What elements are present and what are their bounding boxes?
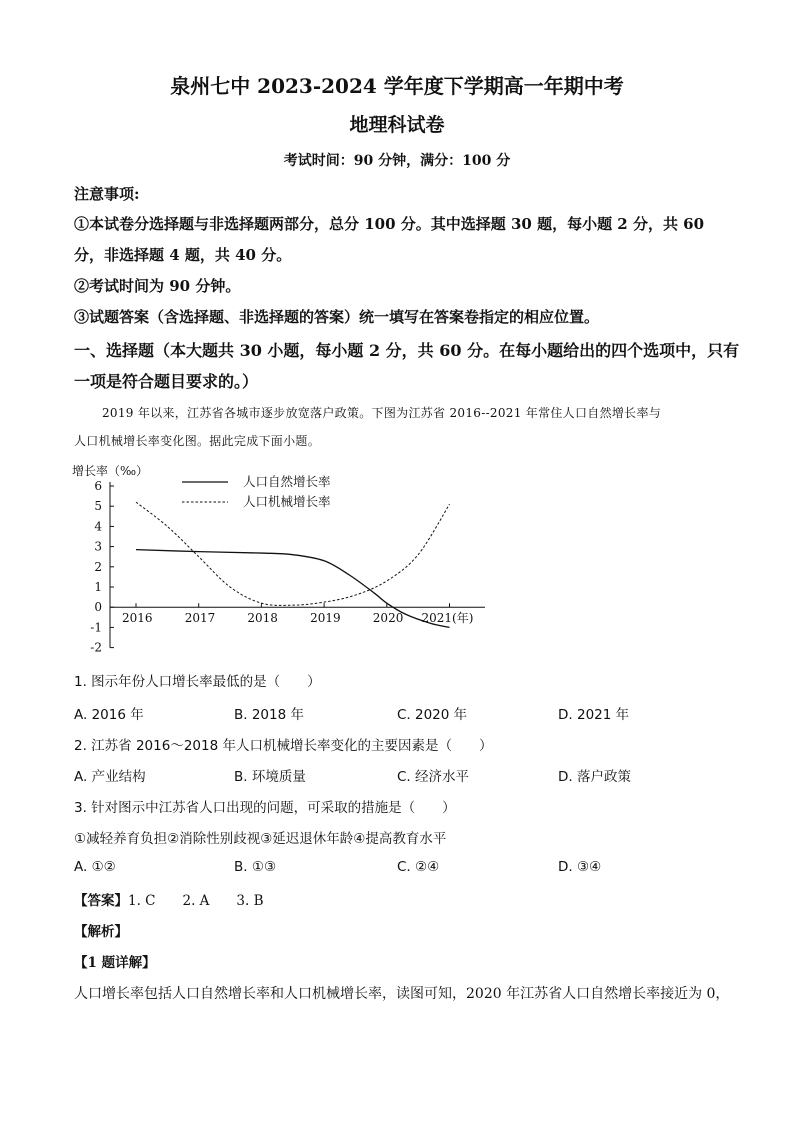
question-2-option-b[interactable]: B. 环境质量 xyxy=(234,769,306,785)
y-tick-label: 6 xyxy=(94,479,102,493)
question-1-option-c[interactable]: C. 2020 年 xyxy=(397,707,468,723)
notes-item-1: ①本试卷分选择题与非选择题两部分，总分 100 分。其中选择题 30 题，每小题 2 分，共 60 xyxy=(74,215,705,233)
y-tick-label: 2 xyxy=(94,559,102,574)
series-line-migration xyxy=(136,502,450,605)
question-3-option-b[interactable]: B. ①③ xyxy=(234,859,277,875)
y-tick-label: 5 xyxy=(94,499,102,514)
section-heading: 一、选择题（本大题共 30 小题，每小题 2 分，共 60 分。在每小题给出的四个选项中，只有 xyxy=(74,341,740,360)
y-tick-label: -1 xyxy=(90,620,102,635)
x-tick-label: 2021(年) xyxy=(421,611,474,626)
y-tick-label: 4 xyxy=(94,519,102,534)
x-tick-label: 2016 xyxy=(122,611,153,626)
question-2-option-d[interactable]: D. 落户政策 xyxy=(558,769,631,785)
question-2-option-c[interactable]: C. 经济水平 xyxy=(397,769,470,785)
question-1-option-a[interactable]: A. 2016 年 xyxy=(74,707,144,723)
legend-label: 人口自然增长率 xyxy=(243,474,331,489)
question-1-stem: 1. 图示年份人口增长率最低的是（ ） xyxy=(74,674,321,690)
y-tick-label: 0 xyxy=(94,600,102,615)
answer-block xyxy=(74,889,264,909)
legend-label: 人口机械增长率 xyxy=(243,494,331,509)
question-3-statements: ①减轻养育负担②消除性别歧视③延迟退休年龄④提高教育水平 xyxy=(74,831,447,847)
notes-item-3: ③试题答案（含选择题、非选择题的答案）统一填写在答案卷指定的相应位置。 xyxy=(74,308,600,326)
question-3-stem: 3. 针对图示中江苏省人口出现的问题，可采取的措施是（ ） xyxy=(74,800,456,816)
question-3-option-c[interactable]: C. ②④ xyxy=(397,859,440,875)
x-tick-label: 2019 xyxy=(310,611,341,626)
question-intro-cont: 人口机械增长率变化图。据此完成下面小题。 xyxy=(74,434,321,448)
notes-item-1-cont: 分，非选择题 4 题，共 40 分。 xyxy=(74,246,292,264)
y-tick-label: 1 xyxy=(94,580,102,594)
analysis-label: 【解析】 xyxy=(74,924,128,940)
subject-title: 地理科试卷 xyxy=(349,114,445,136)
x-tick-label: 2018 xyxy=(247,611,278,626)
section-heading-cont: 一项是符合题目要求的。） xyxy=(74,372,259,391)
y-axis-label: 增长率（‰） xyxy=(72,464,149,478)
question-intro: 2019 年以来，江苏省各城市逐步放宽落户政策。下图为江苏省 2016--2021 年常住人口自然增长率与 xyxy=(102,406,662,420)
analysis-text: 人口增长率包括人口自然增长率和人口机械增长率，读图可知，2020 年江苏省人口自然增长率接近为 0， xyxy=(74,986,730,1002)
answer-values: 1. C 2. A 3. B xyxy=(128,893,264,909)
question-1-option-d[interactable]: D. 2021 年 xyxy=(558,707,630,723)
y-tick-label: 3 xyxy=(94,539,102,554)
question-3-option-d[interactable]: D. ③④ xyxy=(558,859,602,875)
x-tick-label: 2020 xyxy=(372,611,404,626)
question-3-option-a[interactable]: A. ①② xyxy=(74,859,116,875)
notes-heading: 注意事项: xyxy=(74,185,140,203)
page-title: 泉州七中 2023-2024 学年度下学期高一年期中考 xyxy=(170,74,624,98)
growth-rate-chart xyxy=(60,458,500,658)
x-tick-label: 2017 xyxy=(184,611,216,626)
exam-info: 考试时间：90 分钟，满分：100 分 xyxy=(283,153,511,169)
question-2-stem: 2. 江苏省 2016～2018 年人口机械增长率变化的主要因素是（ ） xyxy=(74,738,493,754)
question-1-option-b[interactable]: B. 2018 年 xyxy=(234,707,304,723)
answer-label: 【答案】 xyxy=(74,893,128,909)
question-2-option-a[interactable]: A. 产业结构 xyxy=(74,769,146,785)
notes-item-2: ②考试时间为 90 分钟。 xyxy=(74,277,241,295)
analysis-detail-label: 【1 题详解】 xyxy=(74,955,156,971)
y-tick-label: -2 xyxy=(90,640,102,655)
